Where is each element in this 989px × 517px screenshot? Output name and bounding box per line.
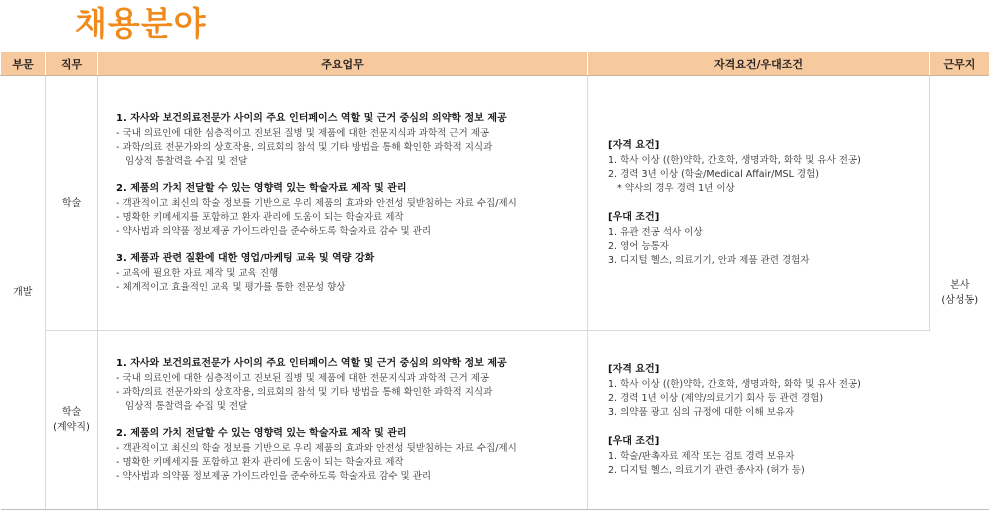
duty-line: - 약사법과 의약품 정보제공 가이드라인을 준수하도록 학술자료 감수 및 관리	[116, 226, 432, 237]
qualification-line: 2. 경력 3년 이상 (학술/Medical Affair/MSL 경험)	[608, 169, 819, 180]
recruitment-table	[0, 52, 989, 510]
duty-line: - 교육에 필요한 자료 제작 및 교육 진행	[116, 268, 279, 279]
duties-cell	[98, 331, 588, 510]
duty-heading: 2. 제품의 가치 전달할 수 있는 영향력 있는 학술자료 제작 및 관리	[116, 183, 407, 194]
duty-heading: 1. 자사와 보건의료전문가 사이의 주요 인터페이스 역할 및 근거 중심의 의약학 정보 제공	[116, 113, 507, 124]
duty-line: - 객관적이고 최신의 학술 정보를 기반으로 우리 제품의 효과와 안전성 뒷받침하는 자료 수집/제시	[116, 443, 517, 454]
duty-line: 임상적 통찰력을 수집 및 전달	[116, 156, 248, 167]
qualification-line: 2. 경력 1년 이상 (제약/의료기기 회사 등 관련 경험)	[608, 393, 824, 404]
duty-line: - 약사법과 의약품 정보제공 가이드라인을 준수하도록 학술자료 감수 및 관리	[116, 471, 432, 482]
duty-line: - 체계적이고 효율적인 교육 및 평가를 통한 전문성 향상	[116, 282, 346, 293]
duty-section	[116, 356, 579, 414]
header-division: 부문	[1, 52, 46, 76]
duty-line: - 국내 의료인에 대한 심층적이고 진보된 질병 및 제품에 대한 전문지식과 과학적 근거 제공	[116, 373, 490, 384]
duty-section	[116, 181, 579, 239]
qualification-line: 1. 학사 이상 ((한)약학, 간호학, 생명과학, 화학 및 유사 전공)	[608, 155, 861, 166]
division-label: 개발	[13, 287, 33, 298]
qualification-line: 2. 디지털 헬스, 의료기기 관련 종사자 (허가 등)	[608, 465, 805, 476]
duty-heading: 3. 제품과 관련 질환에 대한 영업/마케팅 교육 및 역량 강화	[116, 253, 375, 264]
duty-line: - 객관적이고 최신의 학술 정보를 기반으로 우리 제품의 효과와 안전성 뒷받침하는 자료 수집/제시	[116, 198, 517, 209]
duty-line: - 과학/의료 전문가와의 상호작용, 의료회의 참석 및 기타 방법을 통해 확인한 과학적 지식과	[116, 387, 493, 398]
role-sublabel: (계약직)	[53, 422, 90, 433]
page-title: 채용분야	[75, 4, 207, 43]
qualification-section	[608, 138, 921, 196]
qualification-line: 2. 영어 능통자	[608, 241, 669, 252]
role-cell	[46, 331, 98, 510]
duty-section	[116, 111, 579, 169]
duty-line: - 국내 의료인에 대한 심층적이고 진보된 질병 및 제품에 대한 전문지식과 과학적 근거 제공	[116, 128, 490, 139]
qualification-line: 3. 디지털 헬스, 의료기기, 안과 제품 관련 경험자	[608, 255, 810, 266]
header-location: 근무지	[930, 52, 989, 76]
qualification-section	[608, 362, 922, 420]
location-cell	[930, 76, 989, 510]
qualification-line: 1. 학술/판촉자료 제작 또는 검토 경력 보유자	[608, 451, 795, 462]
duties-cell	[98, 76, 588, 331]
header-qualifications: 자격요건/우대조건	[588, 52, 930, 76]
role-label: 학술	[61, 407, 82, 418]
role-label: 학술	[61, 197, 82, 209]
division-cell	[1, 76, 46, 510]
duty-section	[116, 251, 579, 295]
qualification-line: * 약사의 경우 경력 1년 이상	[608, 183, 735, 194]
table-row	[1, 76, 989, 331]
duty-heading: 1. 자사와 보건의료전문가 사이의 주요 인터페이스 역할 및 근거 중심의 의약학 정보 제공	[116, 358, 507, 369]
qualification-heading: [자격 요건]	[608, 364, 660, 375]
location-label: 본사	[950, 279, 970, 291]
duty-section	[116, 426, 579, 484]
qualification-line: 1. 학사 이상 ((한)약학, 간호학, 생명과학, 화학 및 유사 전공)	[608, 379, 861, 390]
header-duties: 주요업무	[98, 52, 588, 76]
qualification-heading: [우대 조건]	[608, 436, 660, 447]
table-header-row	[1, 52, 989, 76]
qualification-line: 1. 유관 전공 석사 이상	[608, 227, 703, 238]
qualifications-cell	[588, 76, 930, 331]
table-row	[1, 331, 989, 510]
qualification-section	[608, 434, 922, 478]
qualification-section	[608, 210, 921, 268]
duty-line: 임상적 통찰력을 수집 및 전달	[116, 401, 248, 412]
duty-line: - 과학/의료 전문가와의 상호작용, 의료회의 참석 및 기타 방법을 통해 확인한 과학적 지식과	[116, 142, 493, 153]
qualifications-cell	[588, 331, 930, 510]
role-cell	[46, 76, 98, 331]
duty-line: - 명확한 키메세지를 포함하고 환자 관리에 도움이 되는 학술자료 제작	[116, 212, 404, 223]
qualification-line: 3. 의약품 광고 심의 규정에 대한 이해 보유자	[608, 407, 795, 418]
location-sublabel: (삼성동)	[941, 294, 979, 306]
header-role: 직무	[46, 52, 98, 76]
duty-line: - 명확한 키메세지를 포함하고 환자 관리에 도움이 되는 학술자료 제작	[116, 457, 404, 468]
duty-heading: 2. 제품의 가치 전달할 수 있는 영향력 있는 학술자료 제작 및 관리	[116, 428, 407, 439]
qualification-heading: [자격 요건]	[608, 140, 660, 151]
qualification-heading: [우대 조건]	[608, 212, 660, 223]
